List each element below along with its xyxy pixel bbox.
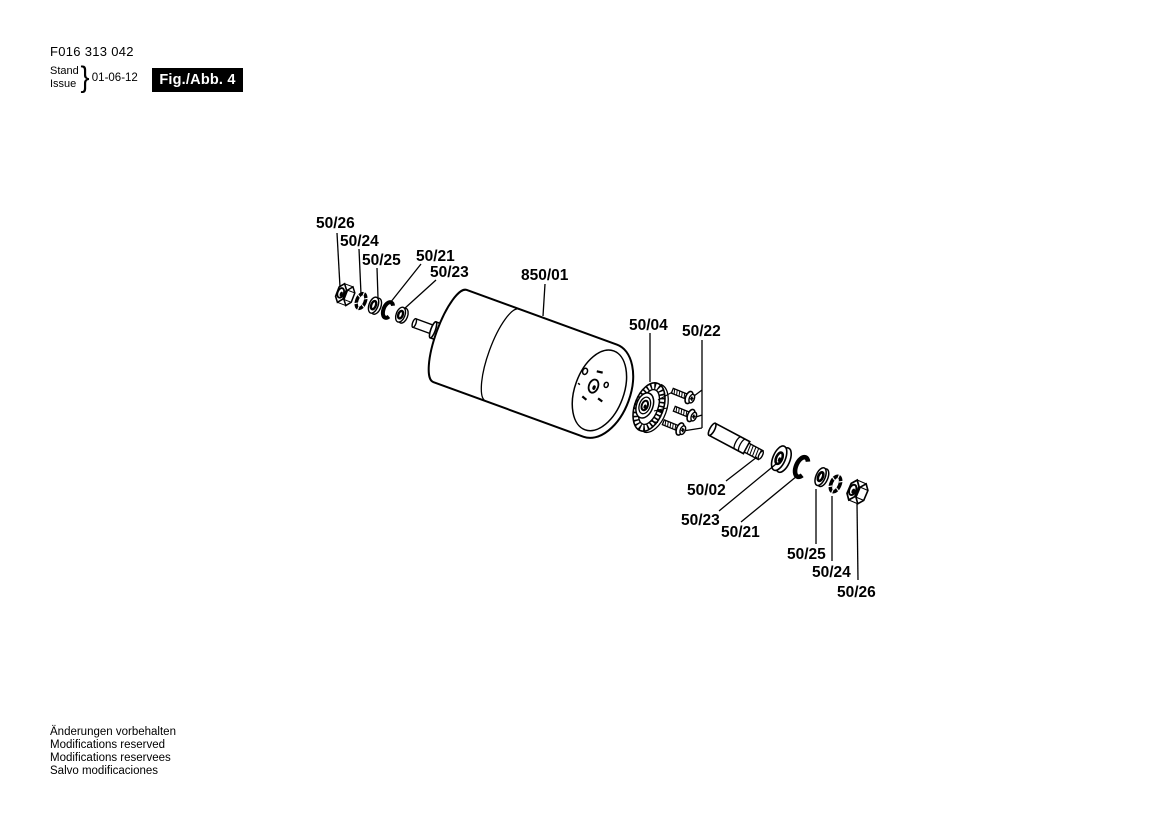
legal-line-fr: Modifications reservees xyxy=(50,752,171,764)
document-number: F016 313 042 xyxy=(50,44,134,59)
part-label-50-02: 50/02 xyxy=(687,482,726,499)
part-label-50-26-left: 50/26 xyxy=(316,215,355,232)
revision-brace: } xyxy=(80,61,90,94)
leader-50-23-left xyxy=(404,280,436,309)
part-motor xyxy=(396,276,645,447)
part-label-50-21-left: 50/21 xyxy=(416,248,455,265)
leader-50-23-right xyxy=(719,464,776,511)
legal-line-en: Modifications reserved xyxy=(50,739,166,751)
part-label-50-23-right: 50/23 xyxy=(681,512,720,529)
leader-850-01 xyxy=(543,284,545,316)
leader-50-24-left xyxy=(359,249,361,294)
legal-line-de: Änderungen vorbehalten xyxy=(50,726,176,738)
part-screw-2 xyxy=(672,403,699,424)
part-hex-nut-left xyxy=(334,282,357,307)
part-label-50-24-left: 50/24 xyxy=(340,233,379,250)
part-washer-right-5023 xyxy=(768,444,794,475)
leader-50-02 xyxy=(726,457,757,481)
revision-date: 01-06-12 xyxy=(91,72,138,84)
legal-notice xyxy=(50,726,176,778)
part-label-50-21-right: 50/21 xyxy=(721,524,760,541)
part-label-50-26-right: 50/26 xyxy=(837,584,876,601)
part-label-50-23-left: 50/23 xyxy=(430,264,469,281)
part-label-50-25-left: 50/25 xyxy=(362,252,401,269)
part-hex-nut-right xyxy=(845,478,870,505)
part-label-50-24-right: 50/24 xyxy=(812,564,851,581)
part-e-clip-right xyxy=(792,455,809,478)
part-washer-left-5023 xyxy=(394,306,410,325)
part-label-850-01: 850/01 xyxy=(521,267,569,284)
part-label-50-04: 50/04 xyxy=(629,317,668,334)
part-washer-right-5025 xyxy=(813,466,831,488)
part-screw-3 xyxy=(661,416,688,437)
legal-line-es: Salvo modificaciones xyxy=(50,765,159,777)
revision-label-de: Stand xyxy=(50,65,79,77)
part-label-50-25-right: 50/25 xyxy=(787,546,826,563)
leader-50-26-right xyxy=(857,503,858,580)
leader-50-21-right xyxy=(741,476,797,522)
leader-50-25-left xyxy=(377,268,378,298)
revision-label-en: Issue xyxy=(50,78,77,90)
figure-badge: Fig./Abb. 4 xyxy=(152,68,243,92)
part-screw-1 xyxy=(670,385,697,406)
part-gear xyxy=(627,378,674,436)
part-e-clip-left xyxy=(381,301,394,319)
part-label-50-22: 50/22 xyxy=(682,323,721,340)
part-shaft xyxy=(707,422,766,462)
